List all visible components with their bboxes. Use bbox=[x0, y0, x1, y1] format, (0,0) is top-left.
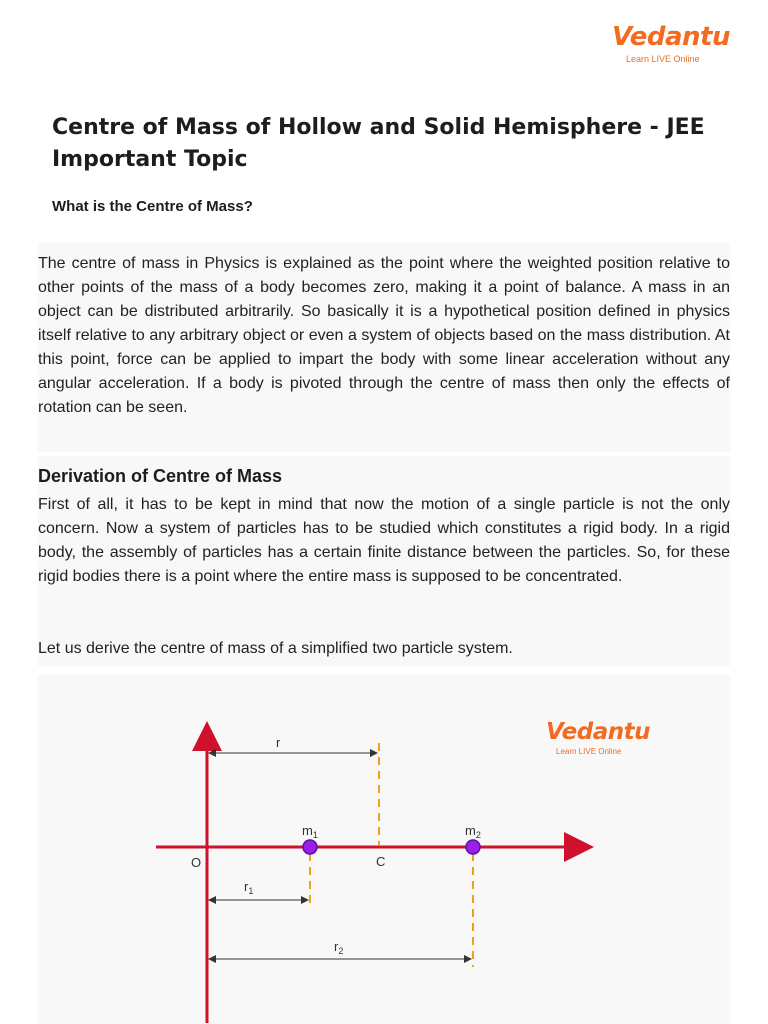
label-m1: $m_1$ bbox=[302, 823, 318, 840]
particle-m1 bbox=[303, 840, 317, 854]
label-centre: C bbox=[376, 854, 386, 869]
page-title: Centre of Mass of Hollow and Solid Hemisphere - JEE Important Topic bbox=[52, 115, 705, 172]
diagram-vedantu-logo bbox=[546, 719, 650, 756]
label-origin: O bbox=[191, 855, 202, 870]
diagram-logo-tagline: Learn LIVE Online bbox=[556, 747, 622, 756]
section-heading-what-is: What is the Centre of Mass? bbox=[52, 198, 253, 215]
intro-paragraph: The centre of mass in Physics is explained as the point where the weighted position relative to other points of the mass of a body becomes zero, making it a point of balance. A mass in an object can be distributed arbitrarily. So basically it is a hypothetical position defined in physics itself relative to any arbitrary object or even a system of objects based on the mass distribution. At this point, force can be applied to impart the body with some linear acceleration without any angular acceleration. If a body is pivoted through the centre of mass then only the effects of rotation can be seen. bbox=[38, 255, 730, 416]
derivation-paragraph: First of all, it has to be kept in mind that now the motion of a single particle is not the only concern. Now a system of particles has to be studied which constitutes a rigid body. In a rigid body, the assembly of particles has a certain finite distance between the particles. So, for these rigid bodies there is a point where the entire mass is supposed to be concentrated. bbox=[38, 496, 730, 585]
label-r2: $r_2$ bbox=[334, 939, 344, 956]
derivation-intro: Let us derive the centre of mass of a simplified two particle system. bbox=[38, 640, 513, 657]
intro-panel bbox=[38, 242, 730, 452]
diagram-logo-wordmark: Vedantu bbox=[546, 719, 650, 745]
derivation-panel bbox=[38, 456, 730, 666]
label-r1: $r_1$ bbox=[244, 879, 254, 896]
two-particle-diagram bbox=[38, 675, 730, 1024]
logo-wordmark: Vedantu bbox=[612, 22, 730, 52]
particle-m2 bbox=[466, 840, 480, 854]
label-r: r bbox=[276, 735, 281, 750]
label-m2: $m_2$ bbox=[465, 823, 481, 840]
section-heading-derivation: Derivation of Centre of Mass bbox=[38, 466, 283, 486]
vedantu-logo bbox=[612, 22, 730, 64]
logo-tagline: Learn LIVE Online bbox=[626, 54, 700, 64]
